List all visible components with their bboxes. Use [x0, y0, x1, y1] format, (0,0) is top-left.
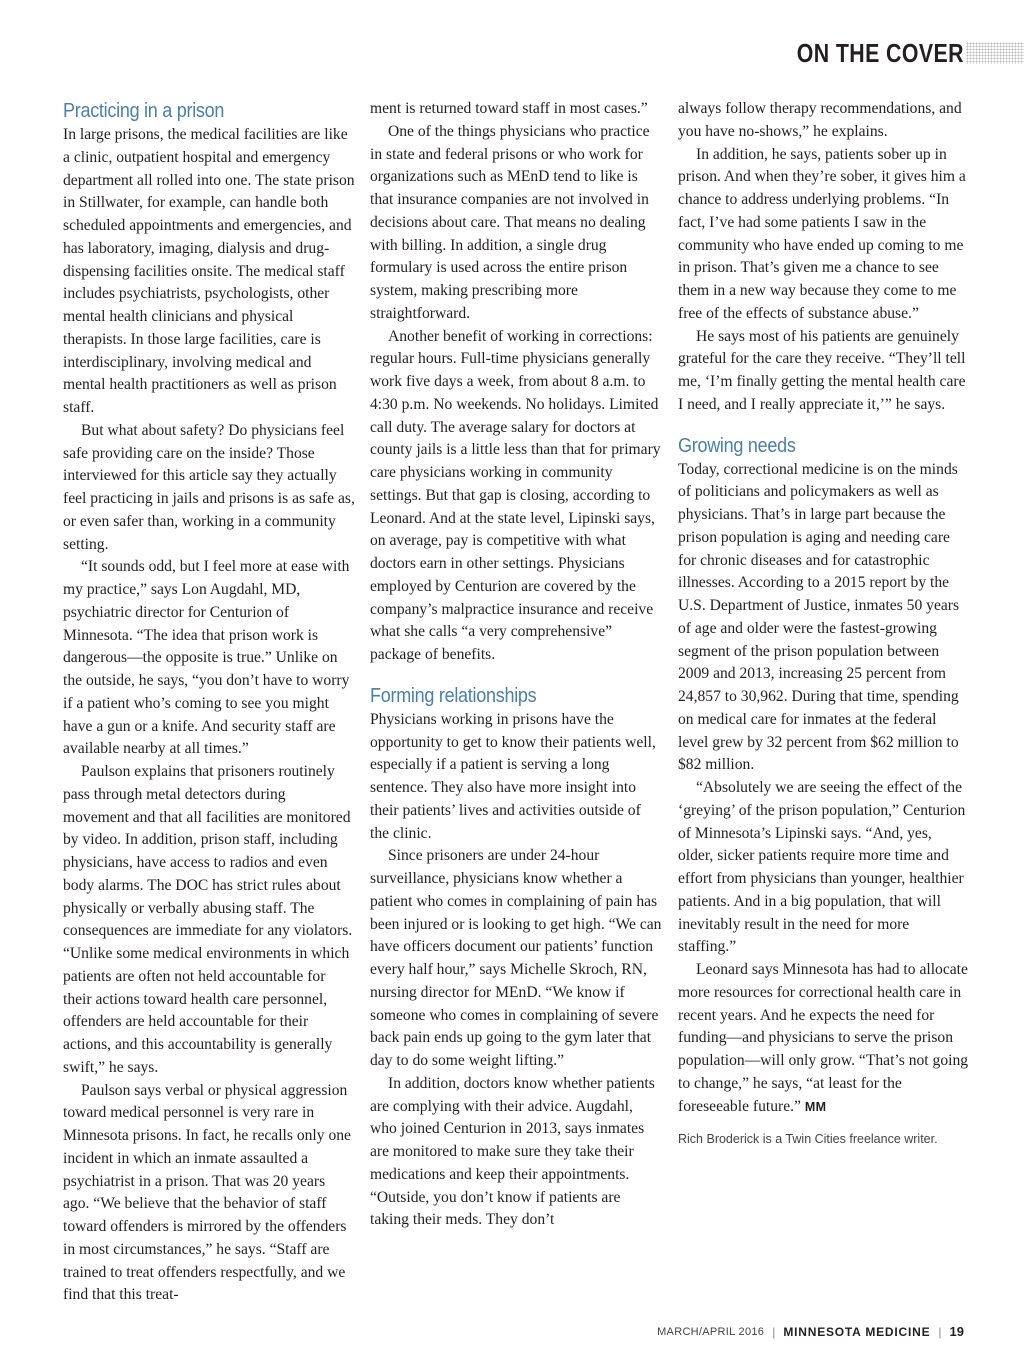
end-mark: MM — [804, 1099, 827, 1114]
paragraph: But what about safety? Do physicians feel safe providing care on the inside? Those interviewed for this article say they actually feel practicing in jails and prisons is as safe as, or even safer than, working in a community setting. — [63, 421, 355, 553]
column-3 — [678, 98, 970, 1151]
magazine-name: MINNESOTA MEDICINE — [783, 1324, 931, 1339]
page-number: 19 — [949, 1324, 964, 1339]
paragraph: In large prisons, the medical facilities are like a clinic, outpatient hospital and emergency department all rolled into one. The state prison in Stillwater, for example, can handle both scheduled appointments and emergencies, and has laboratory, imaging, dialysis and drug-dispensing facilities onsite. The medical staff includes psychiatrists, psychologists, other mental health clinicians and physical therapists. In those large facilities, care is interdisciplinary, involving medical and mental health practitioners as well as prison staff. — [63, 126, 355, 416]
heading-growing-needs: Growing needs — [678, 434, 796, 457]
heading-practicing-in-a-prison: Practicing in a prison — [63, 100, 225, 122]
paragraph-final-text: Leonard says Minnesota has had to allocate more resources for correctional health care in recent years. And he expects the need for funding—and physicians to serve the prison population—will only grow. “That’s not going to change,” he says, “at least for the foreseeable future.” — [678, 961, 969, 1115]
paragraph: Another benefit of working in corrections: regular hours. Full-time physicians generally work five days a week, from about 8 a.m. to 4:30 p.m. No weekends. No holidays. Limited call duty. The average salary for doctors at county jails is a little less than that for primary care physicians working in community settings. But that gap is closing, according to Leonard. And at the state level, Lipinski says, on average, pay is competitive with what doctors earn in other settings. Physicians employed by Centurion are covered by the company’s malpractice insurance and receive what she calls “a very comprehensive” package of benefits. — [370, 327, 661, 663]
issue-date: MARCH/APRIL 2016 — [657, 1325, 765, 1338]
paragraph: Physicians working in prisons have the opportunity to get to know their patients well, especially if a patient is serving a long sentence. They also have more insight into their patients’ lives and activities outside of the clinic. — [370, 710, 656, 842]
paragraph: Paulson explains that prisoners routinely pass through metal detectors during movement and that all facilities are monitored by video. In addition, prison staff, including physicians, have access to radios and even body alarms. The DOC has strict rules about physically or verbally abusing staff. The consequences are immediate for any violators. “Unlike some medical environments in which patients are often not held accountable for their actions toward health care personnel, offenders are held accountable for their actions, and this accountability is generally swift,” he says. — [63, 763, 353, 1076]
author-byline: Rich Broderick is a Twin Cities freelance writer. — [678, 1132, 938, 1147]
paragraph: “Absolutely we are seeing the effect of the ‘greying’ of the prison population,” Centurion of Minnesota’s Lipinski says. “And, yes, older, sicker patients require more time and effort from physicians than younger, healthier patients. And in a big population, that will inevitably result in the need for more staffing.” — [678, 779, 966, 956]
page-footer — [657, 1324, 964, 1339]
paragraph: Since prisoners are under 24-hour surveillance, physicians know whether a patient who comes in complaining of pain has been injured or is looking to get high. “We can have officers document our patients’ function every half hour,” says Michelle Skroch, RN, nursing director for MEnD. “We know if someone who comes in complaining of severe back pain ends up going to the gym later that day to do some weight lifting.” — [370, 847, 662, 1069]
paragraph: Paulson says verbal or physical aggression toward medical personnel is very rare in Minnesota prisons. In fact, he recalls only one incident in which an inmate assaulted a psychiatrist in a prison. That was 20 years ago. “We believe that the behavior of staff toward offenders is mirrored by the offenders in most circumstances,” he says. “Staff are trained to treat offenders respectfully, and we find that this treat- — [63, 1081, 351, 1304]
paragraph: In addition, doctors know whether patients are complying with their advice. Augdahl, who joined Centurion in 2013, says inmates are monitored to make sure they take their medications and keep their appointments. “Outside, you don’t know if patients are taking their meds. They don’t — [370, 1074, 655, 1229]
paragraph: Today, correctional medicine is on the minds of politicians and policymakers as well as physicians. That’s in large part because the prison population is aging and needing care for chronic diseases and for catastrophic illnesses. According to a 2015 report by the U.S. Department of Justice, inmates 50 years of age and older were the fastest-growing segment of the prison population between 2009 and 2013, increasing 25 percent from 24,857 to 30,962. During that time, spending on medical care for inmates at the federal level grew by 32 percent from $62 million to $82 million. — [678, 460, 960, 774]
footer-divider: | — [772, 1324, 776, 1339]
section-label: ON THE COVER — [796, 38, 964, 68]
heading-forming-relationships: Forming relationships — [370, 684, 537, 707]
paragraph: “It sounds odd, but I feel more at ease with my practice,” says Lon Augdahl, MD, psychiatric director for Centurion of Minnesota. “The idea that prison work is dangerous—the opposite is true.” Unlike on the outside, he says, “you don’t have to worry if a patient who’s coming to see you might have a gun or a knife. And security staff are available nearby at all times.” — [63, 558, 350, 758]
paragraph-final — [678, 959, 970, 1118]
paragraph: In addition, he says, patients sober up in prison. And when they’re sober, it gives him a chance to address underlying problems. “In fact, I’ve had some patients I saw in the community who have ended up coming to me in prison. That’s given me a chance to see them in a new way because they come to me free of the effects of substance abuse.” — [678, 145, 966, 322]
section-texture — [966, 42, 1024, 64]
paragraph: ment is returned toward staff in most cases.” — [370, 100, 648, 117]
column-1 — [63, 98, 355, 1307]
footer-divider: | — [938, 1324, 942, 1339]
paragraph: He says most of his patients are genuinely grateful for the care they receive. “They’ll tell me, ‘I’m finally getting the mental health care I need, and I really appreciate it,’” he says. — [678, 327, 966, 413]
column-2 — [370, 98, 662, 1232]
paragraph: always follow therapy recommendations, and you have no-shows,” he explains. — [678, 100, 962, 140]
paragraph: One of the things physicians who practice in state and federal prisons or who work for organizations such as MEnD tend to like is that insurance companies are not involved in decisions about care. That means no dealing with billing. In addition, a single drug formulary is used across the entire prison system, making prescribing more straightforward. — [370, 122, 650, 322]
